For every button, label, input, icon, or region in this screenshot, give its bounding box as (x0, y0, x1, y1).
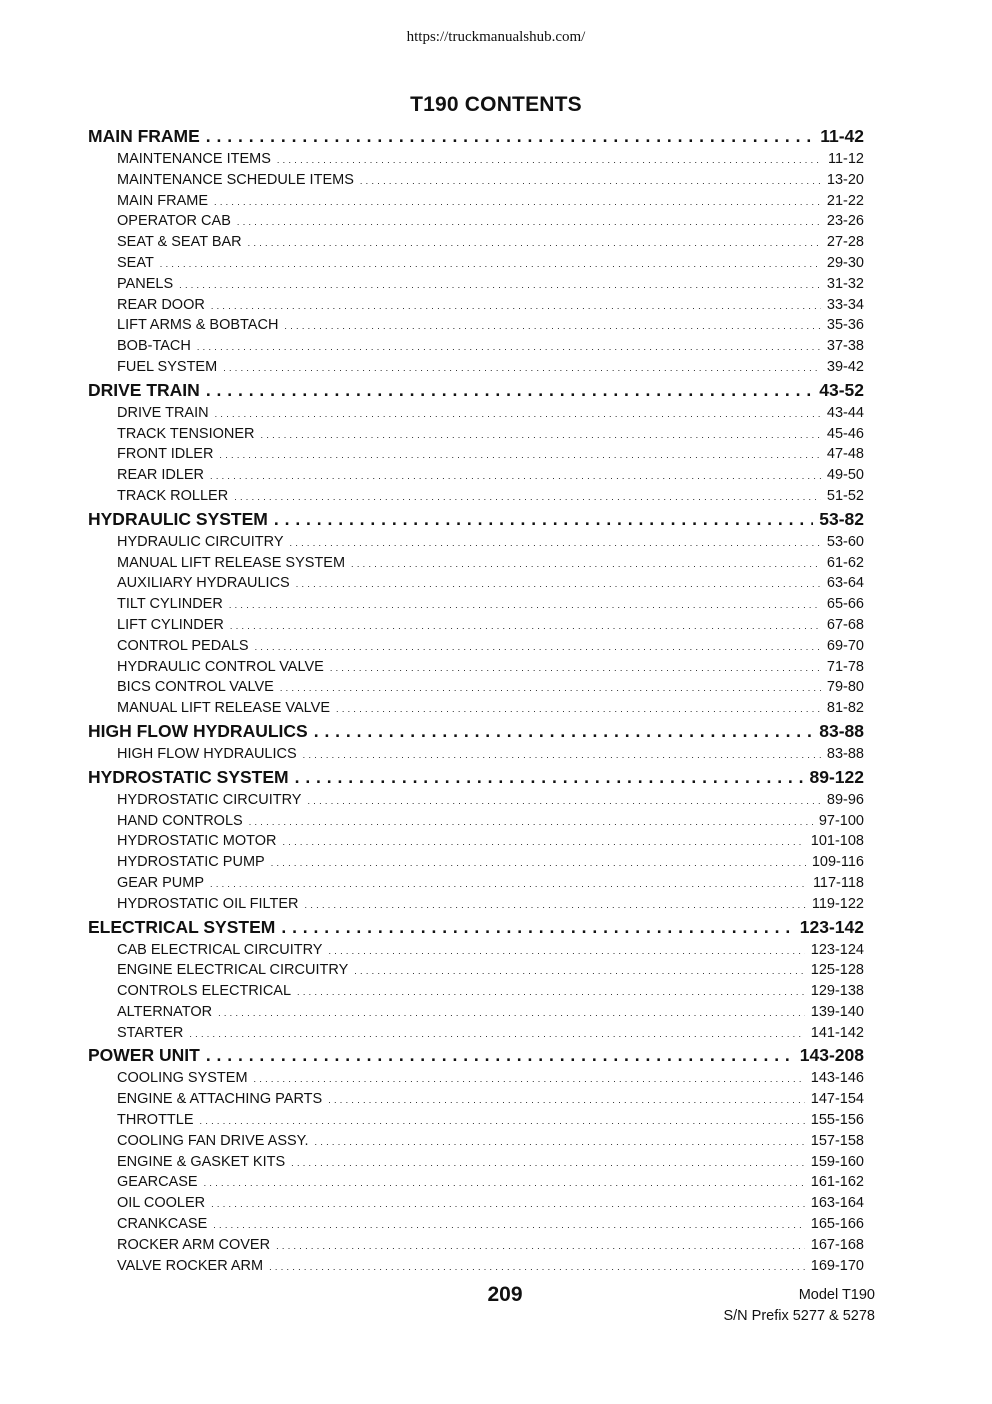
section-pages: 89-122 (809, 766, 864, 787)
toc-entry[interactable] (88, 467, 864, 488)
entry-pages: 89-96 (826, 791, 864, 808)
entry-pages: 165-166 (810, 1216, 864, 1233)
dot-leader (214, 197, 821, 207)
model-label: Model T190 (798, 1287, 875, 1303)
dot-leader (269, 1262, 805, 1272)
toc-entry[interactable] (88, 575, 864, 596)
toc-section[interactable] (88, 917, 864, 942)
toc-entry[interactable] (88, 833, 864, 854)
section-pages: 83-88 (819, 720, 864, 741)
dot-leader (215, 409, 821, 419)
entry-pages: 125-128 (810, 962, 864, 979)
dot-leader (160, 259, 821, 269)
entry-label: HYDROSTATIC PUMP (117, 854, 265, 871)
dot-leader (271, 858, 806, 868)
entry-label: ALTERNATOR (117, 1003, 213, 1020)
toc-entry[interactable] (88, 193, 864, 214)
entry-pages: 141-142 (810, 1024, 864, 1041)
entry-pages: 167-168 (810, 1236, 864, 1253)
entry-label: CONTROL PEDALS (117, 637, 249, 654)
entry-pages: 29-30 (826, 254, 864, 271)
dot-leader (305, 900, 806, 910)
dot-leader (211, 301, 821, 311)
entry-pages: 51-52 (826, 487, 864, 504)
dot-leader (219, 450, 820, 460)
dot-leader (254, 1074, 805, 1084)
toc-entry[interactable] (88, 746, 864, 767)
section-title: POWER UNIT (88, 1045, 200, 1066)
dot-leader (248, 238, 821, 248)
entry-pages: 163-164 (810, 1195, 864, 1212)
entry-label: LIFT ARMS & BOBTACH (117, 317, 279, 334)
dot-leader (237, 217, 821, 227)
section-pages: 11-42 (820, 126, 864, 146)
entry-pages: 61-62 (826, 554, 864, 571)
entry-label: HIGH FLOW HYDRAULICS (117, 745, 297, 762)
dot-leader (204, 1178, 805, 1188)
dot-leader (249, 817, 813, 827)
toc-entry[interactable] (88, 942, 864, 963)
entry-label: VALVE ROCKER ARM (117, 1257, 264, 1274)
toc-section[interactable] (88, 1045, 864, 1070)
section-title: MAIN FRAME (88, 126, 200, 146)
entry-pages: 13-20 (826, 171, 864, 188)
dot-leader (255, 642, 821, 652)
dot-leader (230, 621, 821, 631)
toc-entry[interactable] (88, 151, 864, 172)
dot-leader (189, 1029, 804, 1039)
entry-label: AUXILIARY HYDRAULICS (117, 575, 290, 592)
toc-entry[interactable] (88, 813, 864, 834)
toc-entry[interactable] (88, 534, 864, 555)
toc-entry[interactable] (88, 1004, 864, 1025)
entry-label: SEAT (117, 254, 154, 271)
entry-label: HAND CONTROLS (117, 812, 243, 829)
toc-entry[interactable] (88, 255, 864, 276)
dot-leader (314, 721, 814, 742)
section-title: ELECTRICAL SYSTEM (88, 916, 276, 937)
entry-label: ENGINE & ATTACHING PARTS (117, 1091, 323, 1108)
entry-pages: 143-146 (810, 1070, 864, 1087)
dot-leader (206, 1045, 794, 1066)
entry-pages: 97-100 (818, 812, 864, 829)
entry-label: TRACK ROLLER (117, 487, 229, 504)
entry-label: MAIN FRAME (117, 192, 209, 209)
dot-leader (336, 704, 821, 714)
entry-pages: 11-12 (827, 151, 864, 167)
dot-leader (295, 767, 804, 788)
section-title: HYDROSTATIC SYSTEM (88, 766, 289, 787)
entry-pages: 39-42 (826, 358, 864, 375)
dot-leader (274, 509, 813, 530)
dot-leader (291, 1158, 805, 1168)
entry-label: THROTTLE (117, 1112, 194, 1129)
entry-pages: 161-162 (810, 1174, 864, 1191)
toc-entry[interactable] (88, 297, 864, 318)
dot-leader (206, 126, 814, 147)
toc-section[interactable] (88, 380, 864, 405)
entry-pages: 21-22 (826, 192, 864, 209)
entry-label: GEARCASE (117, 1174, 198, 1191)
dot-leader (277, 155, 822, 165)
entry-pages: 49-50 (826, 467, 864, 484)
entry-pages: 37-38 (826, 338, 864, 355)
source-url[interactable]: https://truckmanualshub.com/ (406, 29, 586, 45)
toc-entry[interactable] (88, 659, 864, 680)
entry-label: HYDROSTATIC OIL FILTER (117, 895, 299, 912)
dot-leader (218, 1008, 805, 1018)
entry-label: PANELS (117, 275, 174, 292)
entry-pages: 157-158 (810, 1132, 864, 1149)
entry-label: MANUAL LIFT RELEASE SYSTEM (117, 554, 346, 571)
serial-prefix: S/N Prefix 5277 & 5278 (723, 1308, 875, 1324)
page-number: 209 (487, 1283, 523, 1306)
entry-label: CRANKCASE (117, 1216, 208, 1233)
toc-entry[interactable] (88, 317, 864, 338)
table-of-contents (88, 126, 864, 1278)
dot-leader (281, 917, 793, 938)
toc-entry[interactable] (88, 172, 864, 193)
entry-pages: 139-140 (810, 1003, 864, 1020)
toc-entry[interactable] (88, 638, 864, 659)
entry-pages: 27-28 (826, 234, 864, 251)
toc-entry[interactable] (88, 596, 864, 617)
toc-section[interactable] (88, 767, 864, 792)
entry-label: HYDROSTATIC MOTOR (117, 833, 277, 850)
toc-entry[interactable] (88, 555, 864, 576)
toc-entry[interactable] (88, 276, 864, 297)
entry-label: REAR IDLER (117, 467, 205, 484)
entry-label: HYDRAULIC CIRCUITRY (117, 533, 284, 550)
entry-label: STARTER (117, 1024, 184, 1041)
toc-entry[interactable] (88, 1154, 864, 1175)
model-info (723, 1285, 875, 1327)
dot-leader (296, 579, 821, 589)
section-title: HYDRAULIC SYSTEM (88, 508, 268, 529)
entry-pages: 81-82 (826, 700, 864, 717)
entry-label: COOLING FAN DRIVE ASSY. (117, 1132, 309, 1149)
entry-label: TILT CYLINDER (117, 596, 223, 613)
dot-leader (211, 1199, 805, 1209)
toc-entry[interactable] (88, 338, 864, 359)
entry-label: BICS CONTROL VALVE (117, 679, 274, 696)
entry-pages: 79-80 (826, 679, 864, 696)
dot-leader (330, 663, 821, 673)
toc-entry[interactable] (88, 792, 864, 813)
dot-leader (213, 1220, 805, 1230)
toc-entry[interactable] (88, 1216, 864, 1237)
toc-entry[interactable] (88, 1258, 864, 1279)
toc-entry[interactable] (88, 488, 864, 509)
entry-pages: 83-88 (826, 745, 864, 762)
dot-leader (229, 600, 821, 610)
toc-entry[interactable] (88, 1237, 864, 1258)
entry-label: SEAT & SEAT BAR (117, 234, 242, 251)
toc-section[interactable] (88, 126, 864, 151)
dot-leader (360, 176, 821, 186)
dot-leader (223, 363, 821, 373)
entry-label: HYDROSTATIC CIRCUITRY (117, 791, 302, 808)
toc-section[interactable] (88, 509, 864, 534)
dot-leader (297, 987, 805, 997)
entry-label: REAR DOOR (117, 296, 205, 313)
toc-entry[interactable] (88, 213, 864, 234)
entry-label: ROCKER ARM COVER (117, 1236, 271, 1253)
dot-leader (280, 683, 821, 693)
toc-section[interactable] (88, 721, 864, 746)
entry-pages: 35-36 (826, 317, 864, 334)
entry-label: HYDRAULIC CONTROL VALVE (117, 658, 324, 675)
entry-label: TRACK TENSIONER (117, 425, 255, 442)
dot-leader (210, 471, 821, 481)
dot-leader (206, 380, 813, 401)
entry-pages: 147-154 (810, 1091, 864, 1108)
toc-entry[interactable] (88, 1195, 864, 1216)
section-pages: 43-52 (819, 379, 864, 400)
toc-entry[interactable] (88, 1174, 864, 1195)
entry-label: ENGINE & GASKET KITS (117, 1153, 286, 1170)
dot-leader (315, 1137, 805, 1147)
entry-label: FRONT IDLER (117, 446, 214, 463)
entry-label: GEAR PUMP (117, 874, 205, 891)
toc-entry[interactable] (88, 359, 864, 380)
entry-pages: 23-26 (826, 213, 864, 230)
entry-pages: 123-124 (810, 941, 864, 958)
entry-label: MAINTENANCE SCHEDULE ITEMS (117, 171, 354, 188)
toc-entry[interactable] (88, 1133, 864, 1154)
dot-leader (303, 750, 821, 760)
toc-entry[interactable] (88, 617, 864, 638)
entry-pages: 33-34 (826, 296, 864, 313)
entry-pages: 65-66 (826, 596, 864, 613)
dot-leader (234, 492, 821, 502)
entry-pages: 43-44 (826, 404, 864, 421)
entry-label: CONTROLS ELECTRICAL (117, 983, 292, 1000)
entry-label: OIL COOLER (117, 1195, 206, 1212)
toc-entry[interactable] (88, 1070, 864, 1091)
dot-leader (290, 538, 821, 548)
entry-label: MAINTENANCE ITEMS (117, 151, 271, 167)
toc-entry[interactable] (88, 983, 864, 1004)
entry-pages: 67-68 (826, 616, 864, 633)
toc-entry[interactable] (88, 1112, 864, 1133)
dot-leader (276, 1241, 805, 1251)
entry-pages: 71-78 (826, 658, 864, 675)
toc-entry[interactable] (88, 854, 864, 875)
dot-leader (210, 879, 807, 889)
entry-label: FUEL SYSTEM (117, 358, 218, 375)
entry-pages: 117-118 (812, 874, 864, 891)
entry-pages: 159-160 (810, 1153, 864, 1170)
entry-label: OPERATOR CAB (117, 213, 231, 230)
entry-pages: 45-46 (826, 425, 864, 442)
dot-leader (179, 280, 821, 290)
entry-label: CAB ELECTRICAL CIRCUITRY (117, 941, 323, 958)
toc-entry[interactable] (88, 700, 864, 721)
entry-pages: 31-32 (826, 275, 864, 292)
section-pages: 143-208 (799, 1045, 864, 1066)
dot-leader (351, 559, 821, 569)
entry-pages: 69-70 (826, 637, 864, 654)
entry-pages: 129-138 (810, 983, 864, 1000)
toc-entry[interactable] (88, 446, 864, 467)
section-title: DRIVE TRAIN (88, 379, 200, 400)
entry-pages: 155-156 (810, 1112, 864, 1129)
toc-entry[interactable] (88, 405, 864, 426)
dot-leader (328, 1095, 805, 1105)
entry-label: BOB-TACH (117, 338, 191, 355)
entry-label: COOLING SYSTEM (117, 1070, 248, 1087)
entry-pages: 119-122 (811, 895, 864, 912)
dot-leader (261, 430, 821, 440)
dot-leader (283, 837, 805, 847)
dot-leader (307, 796, 820, 806)
toc-entry[interactable] (88, 875, 864, 896)
entry-pages: 63-64 (826, 575, 864, 592)
entry-label: LIFT CYLINDER (117, 616, 224, 633)
dot-leader (354, 966, 805, 976)
toc-entry[interactable] (88, 1025, 864, 1046)
dot-leader (328, 946, 804, 956)
dot-leader (200, 1116, 805, 1126)
page-title: T190 CONTENTS (410, 93, 582, 116)
toc-entry[interactable] (88, 234, 864, 255)
dot-leader (197, 342, 821, 352)
entry-pages: 169-170 (810, 1257, 864, 1274)
entry-label: DRIVE TRAIN (117, 404, 209, 421)
section-pages: 123-142 (799, 916, 864, 937)
entry-pages: 53-60 (826, 533, 864, 550)
entry-label: ENGINE ELECTRICAL CIRCUITRY (117, 962, 349, 979)
toc-entry[interactable] (88, 426, 864, 447)
entry-label: MANUAL LIFT RELEASE VALVE (117, 700, 331, 717)
toc-entry[interactable] (88, 679, 864, 700)
toc-entry[interactable] (88, 1091, 864, 1112)
entry-pages: 47-48 (826, 446, 864, 463)
section-pages: 53-82 (819, 508, 864, 529)
entry-pages: 101-108 (810, 833, 864, 850)
section-title: HIGH FLOW HYDRAULICS (88, 720, 308, 741)
toc-entry[interactable] (88, 962, 864, 983)
toc-entry[interactable] (88, 896, 864, 917)
entry-pages: 109-116 (811, 854, 864, 871)
dot-leader (284, 321, 820, 331)
